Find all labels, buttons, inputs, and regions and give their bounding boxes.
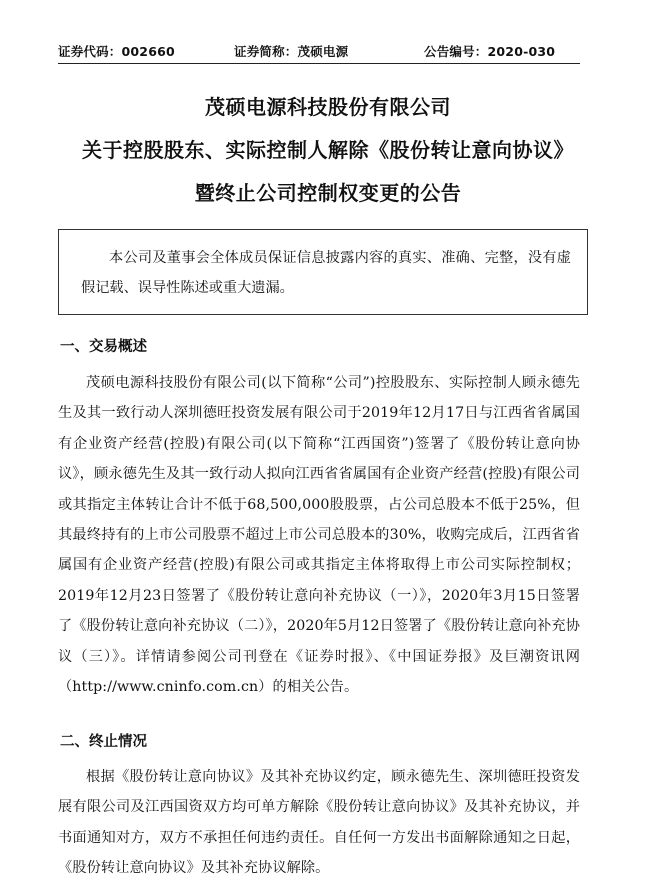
stock-name: 证券简称：茂硕电源 bbox=[234, 44, 349, 59]
disclosure-statement-box: 本公司及董事会全体成员保证信息披露内容的真实、准确、完整，没有虚假记载、误导性陈述或重大遗漏。 bbox=[58, 229, 588, 315]
header-divider bbox=[58, 63, 580, 64]
company-name-title: 茂硕电源科技股份有限公司 bbox=[205, 95, 451, 119]
section-heading-termination: 二、终止情况 bbox=[60, 734, 147, 750]
announcement-subtitle: 暨终止公司控制权变更的公告 bbox=[194, 181, 462, 205]
section-body-termination: 根据《股份转让意向协议》及其补充协议约定，顾永德先生、深圳德旺投资发展有限公司及江西国资双方均可单方解除《股份转让意向协议》及其补充协议，并书面通知对方，双方不承担任何违约责任。自任何一方发出书面解除通知之日起，《股份转让意向协议》及其补充协议解除。 bbox=[58, 769, 580, 877]
announcement-title: 关于控股股东、实际控制人解除《股份转让意向协议》 bbox=[82, 138, 574, 162]
stock-code: 证券代码：002660 bbox=[58, 44, 175, 59]
section-body-transaction-overview: 茂硕电源科技股份有限公司(以下简称“公司”)控股股东、实际控制人顾永德先生及其一致行动人深圳德旺投资发展有限公司于2019年12月17日与江西省省属国有企业资产经营(控股)有限公司(以下简称“江西国资”)签署了《股份转让意向协议》，顾永德先生及其一致行动人拟向江西省省属国有企业资产经营(控股)有限公司或其指定主体转让合计不低于68,500,000股股票，占公司总股本不低于25%，但其最终持有的上市公司股票不超过上市公司总股本的30%，收购完成后，江西省省属国有企业资产经营(控股)有限公司或其指定主体将取得上市公司实际控制权；2019年12月23日签署了《股份转让意向补充协议（一）》，2020年3月15日签署了《股份转让意向补充协议（二）》，2020年5月12日签署了《股份转让意向补充协议（三）》。详情请参阅公司刊登在《证券时报》、《中国证券报》及巨潮资讯网（http://www.cninfo.com.cn）的相关公告。 bbox=[58, 375, 580, 696]
section-heading-transaction-overview: 一、交易概述 bbox=[60, 339, 147, 355]
notice-number: 公告编号：2020-030 bbox=[424, 44, 556, 59]
